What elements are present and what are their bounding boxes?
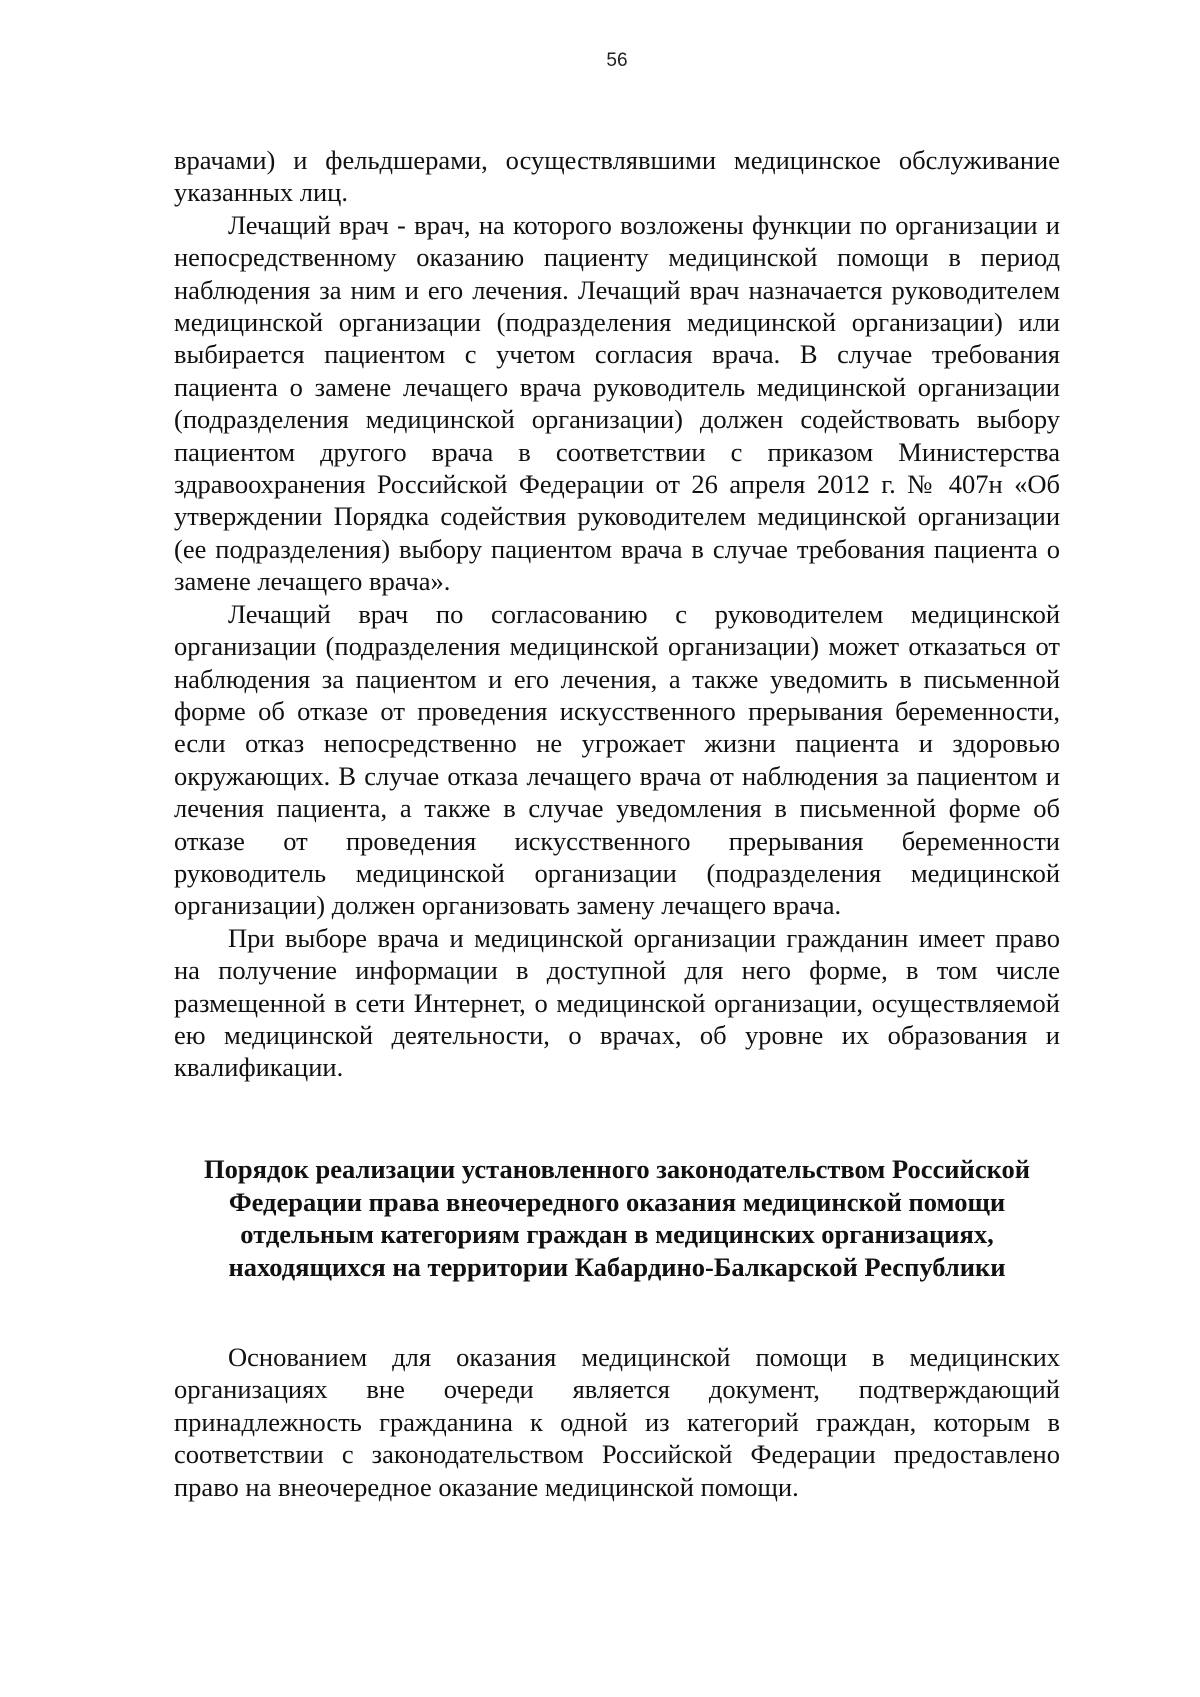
section-body-text (174, 1341, 1060, 1503)
paragraph-priority-care-basis: Основанием для оказания медицинской помощи в медицинских организациях вне очереди является документ, подтверждающий принадлежность гражданина к одной из категорий граждан, которым в соответствии с законодательством Российской Федерации предоставлено право на внеочередное оказание медицинской помощи. (174, 1342, 1060, 1502)
page-number: 56 (606, 50, 628, 71)
paragraph-right-to-information: При выборе врача и медицинской организации гражданин имеет право на получение информации в доступной для него форме, в том числе размещенной в сети Интернет, о медицинской организации, осуществляемой ею медицинской деятельности, о врачах, об уровне их образования и квалификации. (174, 922, 1060, 1083)
section-heading: Порядок реализации установленного законодательством Российской Федерации права внеочередного оказания медицинской помощи отдельным категориям граждан в медицинских организациях, находящихся на территории Кабардино-Балкарской Республики (203, 1154, 1031, 1282)
paragraph-physician-refusal: Лечащий врач по согласованию с руководителем медицинской организации (подразделения медицинской организации) может отказаться от наблюдения за пациентом и его лечения, а также уведомить в письменной форме об отказе от проведения искусственного прерывания беременности, если отказ непосредственно не угрожает жизни пациента и здоровью окружающих. В случае отказа лечащего врача от наблюдения за пациентом и лечения пациента, а также в случае уведомления в письменной форме об отказе от проведения искусственного прерывания беременности руководитель медицинской организации (подразделения медицинской организации) должен организовать замену лечащего врача. (174, 598, 1060, 921)
body-text (174, 144, 1060, 1084)
paragraph-continuation: врачами) и фельдшерами, осуществлявшими медицинское обслуживание указанных лиц. (174, 145, 1060, 208)
paragraph-attending-physician-definition: Лечащий врач - врач, на которого возложены функции по организации и непосредственному оказанию пациенту медицинской помощи в период наблюдения за ним и его лечения. Лечащий врач назначается руководителем медицинской организации (подразделения медицинской организации) или выбирается пациентом с учетом согласия врача. В случае требования пациента о замене лечащего врача руководитель медицинской организации (подразделения медицинской организации) должен содействовать выбору пациентом другого врача в соответствии с приказом Министерства здравоохранения Российской Федерации от 26 апреля 2012 г. № 407н «Об утверждении Порядка содействия руководителем медицинской организации (ее подразделения) выбору пациентом врача в случае требования пациента о замене лечащего врача». (174, 209, 1060, 597)
